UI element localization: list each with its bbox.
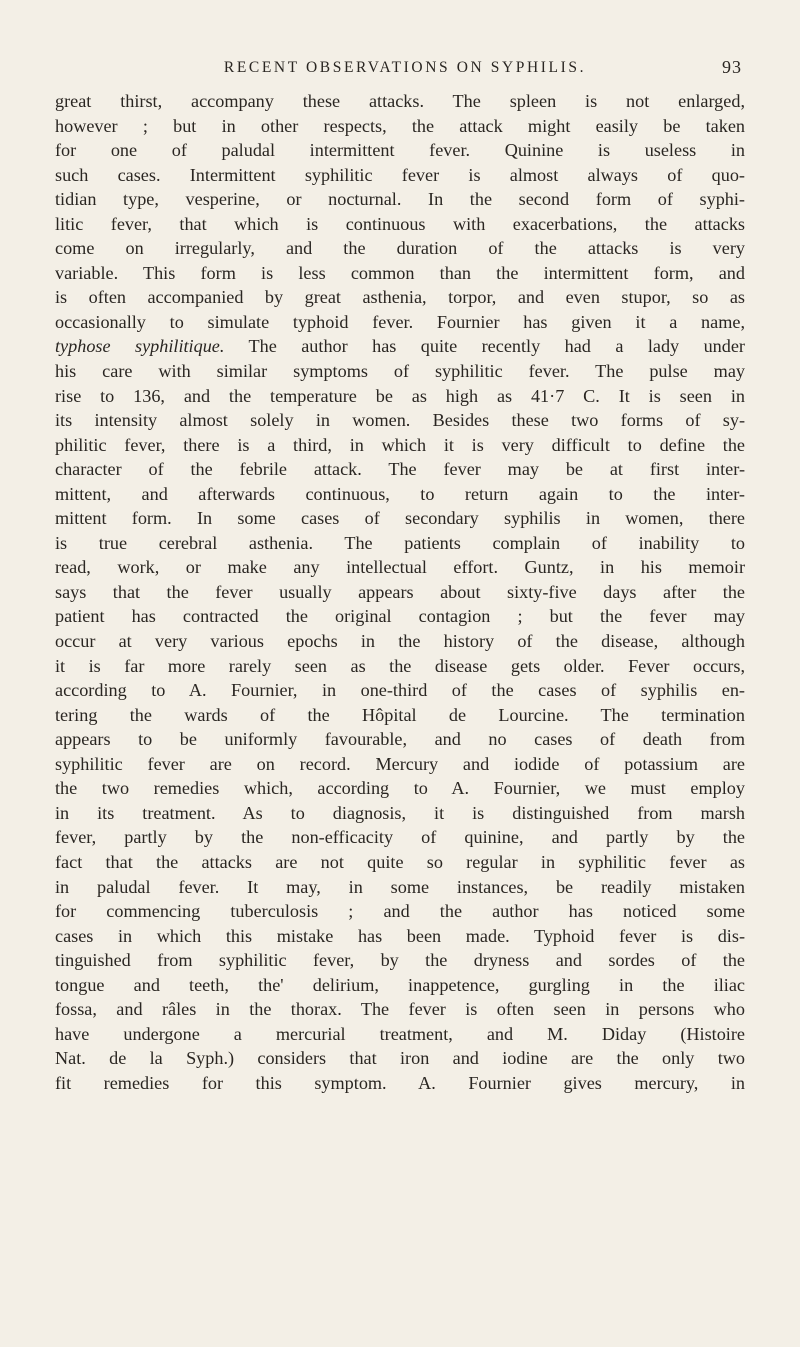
text-line: Nat. de la Syph.) considers that iron and iodine are the only two — [55, 1048, 745, 1069]
text-line: mittent, and afterwards continuous, to return again to the inter- — [55, 483, 745, 504]
text-line: litic fever, that which is continuous with exacerbations, the attacks — [55, 213, 745, 234]
text-line: for commencing tuberculosis ; and the author has noticed some — [55, 901, 745, 922]
text-line: tongue and teeth, the' delirium, inappetence, gurgling in the iliac — [55, 974, 745, 995]
italic-term: typhose syphilitique. — [55, 336, 225, 357]
text-line: the two remedies which, according to A. Fournier, we must employ — [55, 778, 745, 799]
line-remainder: The author has quite recently had a lady under — [224, 336, 745, 357]
page-header — [0, 59, 800, 85]
text-line: however ; but in other respects, the attack might easily be taken — [55, 115, 745, 136]
page-number: 93 — [722, 57, 742, 77]
text-line: patient has contracted the original contagion ; but the fever may — [55, 606, 745, 627]
text-line: tidian type, vesperine, or nocturnal. In the second form of syphi- — [55, 189, 745, 210]
text-line: fact that the attacks are not quite so regular in syphilitic fever as — [55, 851, 745, 872]
text-line: fit remedies for this symptom. A. Fournier gives mercury, in — [55, 1072, 745, 1093]
body-text — [55, 89, 745, 1095]
text-line: character of the febrile attack. The fever may be at first inter- — [55, 459, 745, 480]
text-line: for one of paludal intermittent fever. Quinine is useless in — [55, 140, 745, 161]
text-line: read, work, or make any intellectual effort. Guntz, in his memoir — [55, 557, 745, 578]
text-line: its intensity almost solely in women. Besides these two forms of sy- — [55, 410, 745, 431]
text-line: cases in which this mistake has been made. Typhoid fever is dis- — [55, 925, 745, 946]
text-line: syphilitic fever are on record. Mercury and iodide of potassium are — [55, 753, 745, 774]
text-line: appears to be uniformly favourable, and no cases of death from — [55, 729, 745, 750]
text-line-with-italic — [55, 334, 745, 359]
text-line: come on irregularly, and the duration of the attacks is very — [55, 238, 745, 259]
text-line: fever, partly by the non-efficacity of quinine, and partly by the — [55, 827, 745, 848]
text-line: it is far more rarely seen as the disease gets older. Fever occurs, — [55, 655, 745, 676]
text-line: have undergone a mercurial treatment, and M. Diday (Histoire — [55, 1023, 745, 1044]
text-line: his care with similar symptoms of syphilitic fever. The pulse may — [55, 361, 745, 382]
text-line: tinguished from syphilitic fever, by the dryness and sordes of the — [55, 950, 745, 971]
text-line: variable. This form is less common than the intermittent form, and — [55, 262, 745, 283]
text-line: such cases. Intermittent syphilitic fever is almost always of quo- — [55, 164, 745, 185]
text-line: occasionally to simulate typhoid fever. Fournier has given it a name, — [55, 311, 745, 332]
text-line: tering the wards of the Hôpital de Lourcine. The termination — [55, 704, 745, 725]
text-line: rise to 136, and the temperature be as high as 41·7 C. It is seen in — [55, 385, 745, 406]
running-head: RECENT OBSERVATIONS ON SYPHILIS. — [223, 59, 587, 76]
text-line: occur at very various epochs in the history of the disease, although — [55, 631, 745, 652]
text-line: great thirst, accompany these attacks. The spleen is not enlarged, — [55, 91, 745, 111]
text-line: is true cerebral asthenia. The patients complain of inability to — [55, 532, 745, 553]
text-line: in paludal fever. It may, in some instances, be readily mistaken — [55, 876, 745, 897]
text-line: according to A. Fournier, in one-third of the cases of syphilis en- — [55, 680, 745, 701]
text-line: fossa, and râles in the thorax. The fever is often seen in persons who — [55, 999, 745, 1020]
text-line: philitic fever, there is a third, in which it is very difficult to define the — [55, 434, 745, 455]
text-line: says that the fever usually appears about sixty-five days after the — [55, 581, 745, 602]
text-line: mittent form. In some cases of secondary syphilis in women, there — [55, 508, 745, 529]
text-line: in its treatment. As to diagnosis, it is distinguished from marsh — [55, 802, 745, 823]
text-line: is often accompanied by great asthenia, torpor, and even stupor, so as — [55, 287, 745, 308]
